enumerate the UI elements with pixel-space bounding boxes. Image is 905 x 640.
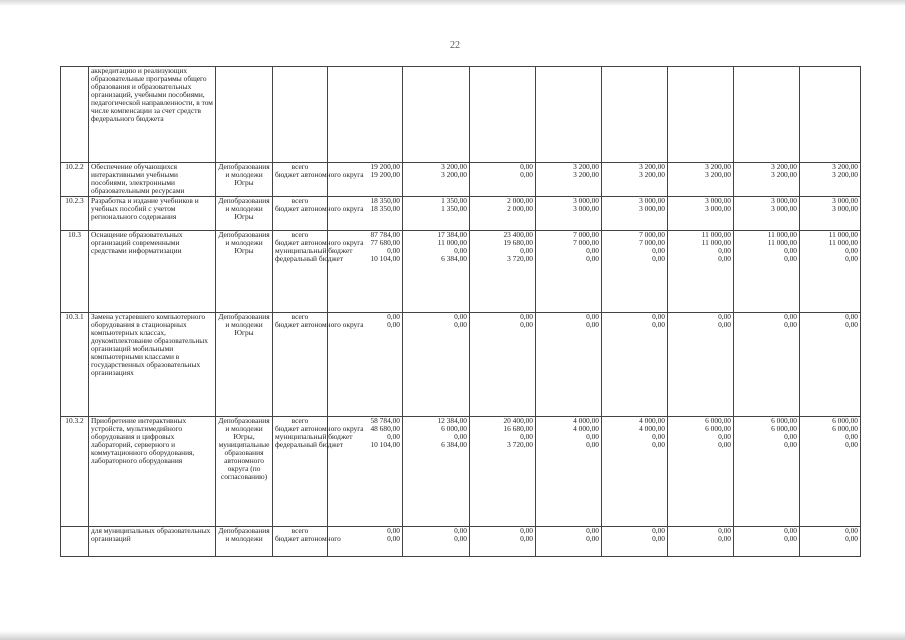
row-value-cell — [470, 231, 536, 313]
funding-amount: 0,00 — [784, 526, 797, 535]
table-body — [61, 67, 861, 557]
row-value-cell — [800, 231, 861, 313]
row-funding-source-cell — [273, 67, 328, 163]
row-code-cell: 10.3.1 — [61, 313, 89, 417]
funding-amount: 3 200,00 — [771, 162, 797, 171]
funding-amount: 0,00 — [652, 432, 665, 441]
funding-amount: 0,00 — [784, 432, 797, 441]
row-code-cell — [61, 527, 89, 557]
funding-amount: 0,00 — [652, 320, 665, 329]
scan-edge-bottom — [0, 631, 905, 640]
funding-amount: 7 000,00 — [639, 230, 665, 239]
funding-amount: 0,00 — [845, 534, 858, 543]
row-value-cell — [328, 163, 403, 197]
row-value-cell — [536, 197, 602, 231]
funding-amount: 1 350,00 — [441, 204, 467, 213]
funding-amount: 3 200,00 — [441, 162, 467, 171]
funding-source-label: всего — [291, 162, 309, 171]
row-value-cell — [602, 231, 668, 313]
funding-amount: 0,00 — [520, 312, 533, 321]
row-value-cell — [734, 197, 800, 231]
table-row — [61, 197, 861, 231]
funding-amount: 3 200,00 — [771, 170, 797, 179]
funding-amount — [736, 67, 797, 75]
row-value-cell — [536, 231, 602, 313]
row-value-cell — [800, 163, 861, 197]
funding-amount: 3 200,00 — [639, 170, 665, 179]
funding-amount: 19 680,00 — [503, 238, 533, 247]
row-funding-source-cell — [273, 230, 364, 313]
funding-amount: 4 000,00 — [639, 416, 665, 425]
row-value-cell — [470, 67, 536, 163]
funding-amount: 0,00 — [520, 534, 533, 543]
row-executor-cell — [216, 67, 273, 163]
row-executor-cell: Депобразования и молодежи Югры — [216, 197, 273, 231]
funding-amount: 0,00 — [845, 432, 858, 441]
row-value-cell — [536, 527, 602, 557]
funding-amount: 0,00 — [784, 246, 797, 255]
row-value-cell — [403, 417, 470, 527]
funding-amount: 16 680,00 — [503, 424, 533, 433]
funding-amount: 7 000,00 — [573, 230, 599, 239]
funding-amount: 6 384,00 — [441, 440, 467, 449]
row-value-cell — [470, 527, 536, 557]
row-executor-cell: Депобразования и молодежи Югры, муниципальные образования автономного округа (по согласованию) — [216, 417, 273, 527]
row-value-cell — [602, 163, 668, 197]
table-row — [61, 163, 861, 197]
row-value-cell — [470, 197, 536, 231]
table-row — [61, 67, 861, 163]
funding-amount: 0,00 — [845, 312, 858, 321]
funding-amount: 3 000,00 — [771, 196, 797, 205]
funding-amount: 0,00 — [520, 320, 533, 329]
row-name-cell: Замена устаревшего компьютерного оборудования в стационарных компьютерных классах, доукомплектование образовательных организаций мобильными компьютерными классами в государственных образовательных организациях — [89, 313, 216, 417]
funding-amount: 6 000,00 — [771, 424, 797, 433]
row-value-cell — [668, 231, 734, 313]
funding-amount — [538, 67, 599, 75]
funding-amount: 0,00 — [845, 440, 858, 449]
funding-amount: 77 680,00 — [370, 238, 400, 247]
funding-amount: 0,00 — [586, 440, 599, 449]
table-row — [61, 231, 861, 313]
funding-amount: 0,00 — [520, 432, 533, 441]
funding-amount: 11 000,00 — [437, 238, 467, 247]
funding-amount: 11 000,00 — [767, 238, 797, 247]
funding-amount: 7 000,00 — [573, 238, 599, 247]
funding-source-label — [275, 67, 325, 75]
funding-source-label: всего — [291, 416, 309, 425]
row-value-cell — [668, 163, 734, 197]
funding-amount: 0,00 — [520, 526, 533, 535]
funding-amount: 1 350,00 — [441, 196, 467, 205]
row-value-cell — [602, 313, 668, 417]
funding-amount: 0,00 — [586, 320, 599, 329]
funding-amount: 0,00 — [387, 534, 400, 543]
funding-amount: 0,00 — [784, 440, 797, 449]
row-value-cell — [536, 163, 602, 197]
funding-amount: 0,00 — [652, 246, 665, 255]
funding-amount: 3 200,00 — [705, 170, 731, 179]
row-value-cell — [403, 163, 470, 197]
row-value-cell — [470, 417, 536, 527]
funding-source-label: всего — [291, 526, 309, 535]
funding-amount: 0,00 — [784, 534, 797, 543]
funding-amount: 6 000,00 — [705, 416, 731, 425]
funding-amount: 3 200,00 — [573, 170, 599, 179]
funding-amount: 3 200,00 — [573, 162, 599, 171]
funding-amount: 3 000,00 — [832, 204, 858, 213]
row-name-cell: Приобретение интерактивных устройств, мультимедийного оборудования и цифровых лабораторий, серверного и коммутационного оборудования, лабораторного оборудования — [89, 417, 216, 527]
funding-amount: 0,00 — [718, 526, 731, 535]
row-value-cell — [734, 313, 800, 417]
row-value-cell — [800, 313, 861, 417]
funding-amount: 48 680,00 — [370, 424, 400, 433]
funding-amount: 3 200,00 — [832, 170, 858, 179]
funding-amount: 6 000,00 — [832, 424, 858, 433]
row-value-cell — [536, 313, 602, 417]
funding-source-label: федеральный бюджет — [275, 440, 344, 449]
funding-amount: 0,00 — [718, 254, 731, 263]
funding-amount: 0,00 — [845, 526, 858, 535]
funding-amount: 0,00 — [387, 320, 400, 329]
funding-amount — [604, 67, 665, 75]
funding-amount: 0,00 — [718, 246, 731, 255]
funding-amount: 0,00 — [784, 312, 797, 321]
funding-amount: 3 200,00 — [441, 170, 467, 179]
funding-amount: 0,00 — [718, 534, 731, 543]
funding-amount: 11 000,00 — [828, 238, 858, 247]
funding-amount: 0,00 — [652, 254, 665, 263]
row-name-cell: Обеспечение обучающихся интерактивными учебными пособиями, электронными образовательными ресурсами — [89, 163, 216, 197]
row-value-cell — [800, 197, 861, 231]
funding-amount: 3 000,00 — [771, 204, 797, 213]
funding-amount: 12 384,00 — [437, 416, 467, 425]
scan-edge-top — [0, 0, 905, 6]
row-value-cell — [668, 417, 734, 527]
funding-source-label: бюджет автономного округа — [275, 320, 364, 329]
funding-source-label: бюджет автономного округа — [275, 424, 364, 433]
funding-amount: 3 000,00 — [705, 196, 731, 205]
funding-amount: 11 000,00 — [701, 230, 731, 239]
row-value-cell — [602, 417, 668, 527]
funding-amount: 2 000,00 — [507, 204, 533, 213]
row-code-cell: 10.3 — [61, 231, 89, 313]
funding-source-label: бюджет автономного округа — [275, 238, 364, 247]
funding-amount: 0,00 — [454, 432, 467, 441]
funding-amount: 6 000,00 — [441, 424, 467, 433]
row-value-cell — [403, 313, 470, 417]
funding-amount: 6 000,00 — [832, 416, 858, 425]
row-code-cell: 10.2.3 — [61, 197, 89, 231]
funding-amount: 0,00 — [586, 526, 599, 535]
funding-amount: 0,00 — [718, 432, 731, 441]
funding-source-label: бюджет автономного округа — [275, 204, 364, 213]
funding-amount: 0,00 — [454, 246, 467, 255]
funding-source-label: бюджет автономного округа — [275, 170, 364, 179]
funding-amount: 0,00 — [652, 526, 665, 535]
row-value-cell — [470, 313, 536, 417]
funding-amount: 0,00 — [586, 246, 599, 255]
page-number: 22 — [450, 40, 460, 51]
funding-amount: 3 720,00 — [507, 440, 533, 449]
row-value-cell — [800, 417, 861, 527]
funding-source-label: всего — [291, 230, 309, 239]
funding-amount: 10 104,00 — [370, 254, 400, 263]
row-funding-source-cell — [273, 416, 364, 527]
row-funding-source-cell — [273, 196, 364, 231]
funding-amount: 2 000,00 — [507, 196, 533, 205]
row-value-cell — [668, 313, 734, 417]
budget-table — [60, 66, 861, 557]
funding-amount: 58 784,00 — [370, 416, 400, 425]
funding-amount: 0,00 — [652, 312, 665, 321]
funding-source-label: всего — [291, 196, 309, 205]
row-funding-source-cell — [273, 312, 364, 417]
funding-amount — [670, 67, 731, 75]
funding-amount: 3 000,00 — [639, 204, 665, 213]
funding-amount: 17 384,00 — [437, 230, 467, 239]
row-value-cell — [536, 67, 602, 163]
funding-amount — [330, 67, 400, 75]
table-row — [61, 527, 861, 557]
row-value-cell — [734, 417, 800, 527]
funding-amount: 0,00 — [387, 246, 400, 255]
funding-amount: 3 200,00 — [639, 162, 665, 171]
funding-amount: 3 000,00 — [573, 196, 599, 205]
funding-amount: 87 784,00 — [370, 230, 400, 239]
funding-amount: 20 400,00 — [503, 416, 533, 425]
row-value-cell — [403, 527, 470, 557]
funding-amount: 0,00 — [652, 440, 665, 449]
row-value-cell — [734, 527, 800, 557]
funding-amount: 0,00 — [586, 312, 599, 321]
row-funding-source-cell — [273, 162, 364, 197]
funding-amount: 0,00 — [387, 432, 400, 441]
funding-amount: 0,00 — [454, 534, 467, 543]
funding-amount: 3 000,00 — [573, 204, 599, 213]
funding-amount: 0,00 — [454, 320, 467, 329]
funding-amount: 0,00 — [387, 312, 400, 321]
row-name-cell: Оснащение образовательных организаций современными средствами информатизации — [89, 231, 216, 313]
row-value-cell — [536, 417, 602, 527]
row-funding-source-cell — [273, 526, 341, 557]
funding-amount: 0,00 — [718, 440, 731, 449]
funding-amount: 0,00 — [586, 534, 599, 543]
row-value-cell — [403, 67, 470, 163]
funding-amount: 7 000,00 — [639, 238, 665, 247]
row-value-cell — [602, 67, 668, 163]
row-executor-cell: Депобразования и молодежи Югры — [216, 231, 273, 313]
table-row — [61, 313, 861, 417]
row-code-cell: 10.3.2 — [61, 417, 89, 527]
row-value-cell — [668, 527, 734, 557]
funding-amount: 0,00 — [718, 320, 731, 329]
funding-source-label: бюджет автономного — [275, 534, 341, 543]
row-value-cell — [800, 67, 861, 163]
funding-amount: 0,00 — [845, 254, 858, 263]
funding-amount: 0,00 — [387, 526, 400, 535]
row-value-cell — [403, 231, 470, 313]
row-value-cell — [800, 527, 861, 557]
funding-amount: 0,00 — [784, 254, 797, 263]
funding-amount: 6 000,00 — [705, 424, 731, 433]
funding-amount — [405, 67, 467, 75]
row-executor-cell: Депобразования и молодежи Югры — [216, 163, 273, 197]
row-value-cell — [470, 163, 536, 197]
funding-amount: 0,00 — [586, 254, 599, 263]
funding-amount: 0,00 — [454, 526, 467, 535]
funding-amount: 23 400,00 — [503, 230, 533, 239]
row-executor-cell: Депобразования и молодежи — [216, 527, 273, 557]
funding-amount: 4 000,00 — [639, 424, 665, 433]
funding-amount: 3 720,00 — [507, 254, 533, 263]
funding-amount: 18 350,00 — [370, 196, 400, 205]
funding-amount — [802, 67, 858, 75]
row-name-cell: для муниципальных образовательных организаций — [89, 527, 216, 557]
funding-amount: 4 000,00 — [573, 416, 599, 425]
row-value-cell — [668, 197, 734, 231]
table-row — [61, 417, 861, 527]
row-value-cell — [328, 67, 403, 163]
funding-amount: 4 000,00 — [573, 424, 599, 433]
funding-amount: 11 000,00 — [828, 230, 858, 239]
row-code-cell: 10.2.2 — [61, 163, 89, 197]
row-value-cell — [403, 197, 470, 231]
funding-source-label: муниципальный бюджет — [275, 246, 353, 255]
funding-amount: 11 000,00 — [767, 230, 797, 239]
funding-amount: 0,00 — [586, 432, 599, 441]
funding-amount: 6 000,00 — [771, 416, 797, 425]
funding-amount: 3 200,00 — [705, 162, 731, 171]
row-name-cell: аккредитацию и реализующих образовательные программы общего образования и образовательных организаций, учебными пособиями, педагогической направленности, в том числе компенсации за счет средств федерального бюджета — [89, 67, 216, 163]
funding-amount: 11 000,00 — [701, 238, 731, 247]
row-value-cell — [734, 67, 800, 163]
funding-amount: 0,00 — [784, 320, 797, 329]
funding-amount: 0,00 — [520, 162, 533, 171]
funding-amount: 6 384,00 — [441, 254, 467, 263]
funding-amount: 18 350,00 — [370, 204, 400, 213]
row-value-cell — [668, 67, 734, 163]
funding-amount: 3 000,00 — [832, 196, 858, 205]
funding-amount — [472, 67, 533, 75]
row-code-cell — [61, 67, 89, 163]
funding-amount: 0,00 — [845, 246, 858, 255]
funding-amount: 3 200,00 — [832, 162, 858, 171]
funding-amount: 10 104,00 — [370, 440, 400, 449]
funding-amount: 19 200,00 — [370, 162, 400, 171]
funding-source-label: муниципальный бюджет — [275, 432, 353, 441]
funding-amount: 3 000,00 — [705, 204, 731, 213]
funding-amount: 0,00 — [520, 170, 533, 179]
row-value-cell — [328, 197, 403, 231]
row-value-cell — [602, 527, 668, 557]
funding-amount: 19 200,00 — [370, 170, 400, 179]
row-value-cell — [602, 197, 668, 231]
funding-amount: 0,00 — [845, 320, 858, 329]
row-name-cell: Разработка и издание учебников и учебных пособий с учетом регионального содержания — [89, 197, 216, 231]
funding-amount: 0,00 — [454, 312, 467, 321]
funding-source-label: федеральный бюджет — [275, 254, 344, 263]
funding-amount: 3 000,00 — [639, 196, 665, 205]
funding-amount: 0,00 — [652, 534, 665, 543]
row-value-cell — [734, 163, 800, 197]
funding-source-label: всего — [291, 312, 309, 321]
funding-amount: 0,00 — [718, 312, 731, 321]
row-value-cell — [734, 231, 800, 313]
funding-amount: 0,00 — [520, 246, 533, 255]
row-executor-cell: Депобразования и молодежи Югры — [216, 313, 273, 417]
